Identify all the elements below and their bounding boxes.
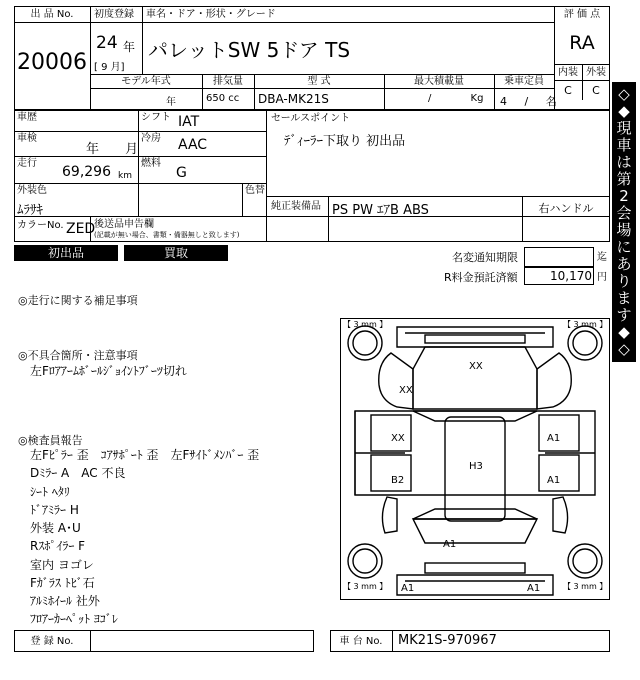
supplement-title: ◎走行に関する補足事項 bbox=[18, 294, 138, 307]
damage-mark-rear-bumper-right: A1 bbox=[527, 583, 541, 594]
inspector-item: ﾄﾞｱﾐﾗｰ H bbox=[30, 503, 79, 517]
equipment: PS PW ｴｱB ABS bbox=[332, 203, 429, 218]
tire-depth-rl: 【 3 mm 】 bbox=[343, 582, 388, 591]
capacity-label: 乗車定員 bbox=[504, 76, 544, 87]
damage-mark-right-front-door: A1 bbox=[547, 433, 561, 444]
chassis-no: MK21S-970967 bbox=[398, 633, 497, 648]
damage-mark-hood: XX bbox=[469, 361, 483, 372]
fuel-label: 燃料 bbox=[141, 158, 161, 169]
damage-mark-roof: H3 bbox=[469, 461, 483, 472]
exterior-color: ﾑﾗｻｷ bbox=[17, 203, 43, 218]
vertical-banner-char: 現 bbox=[616, 119, 632, 137]
inspector-item: ｼｰﾄ ﾍﾀﾘ bbox=[30, 485, 70, 499]
vertical-banner-char: 第 bbox=[616, 170, 632, 188]
vertical-banner-char: り bbox=[616, 272, 632, 290]
name-change-unit: 迄 bbox=[597, 252, 607, 263]
lot-no: 20006 bbox=[17, 50, 87, 75]
color-change-label: 色替 bbox=[245, 185, 265, 196]
damage-mark-trunk: A1 bbox=[443, 539, 457, 550]
first-reg-year: 24 bbox=[96, 33, 118, 53]
chassis-label: 車 台 No. bbox=[339, 636, 383, 647]
first-reg-year-unit: 年 bbox=[123, 40, 136, 54]
name-change-label: 名変通知期限 bbox=[452, 251, 518, 264]
damage-mark-right-rear-door: A1 bbox=[547, 475, 561, 486]
vertical-banner-char: に bbox=[616, 238, 632, 256]
displacement-label: 排気量 bbox=[213, 76, 243, 87]
tire-depth-fl: 【 3 mm 】 bbox=[343, 320, 388, 329]
model-code: DBA-MK21S bbox=[258, 92, 329, 106]
damage-mark-left-rear-door: B2 bbox=[391, 475, 405, 486]
recycle-unit: 円 bbox=[597, 272, 607, 283]
exterior-color-label: 外装色 bbox=[17, 185, 47, 196]
vertical-banner-char: は bbox=[616, 153, 632, 171]
inspector-item: 室内 ヨゴレ bbox=[30, 558, 94, 572]
vertical-banner-char: ◆ bbox=[618, 102, 630, 120]
lot-no-label: 出 品 No. bbox=[30, 9, 74, 20]
equipment-label: 純正装備品 bbox=[271, 201, 321, 212]
reg-no-label: 登 録 No. bbox=[30, 636, 74, 647]
max-load-label: 最大積載量 bbox=[414, 76, 464, 87]
displacement: 650 cc bbox=[206, 93, 240, 104]
inspection: 年 月 bbox=[86, 142, 139, 157]
exterior-grade: C bbox=[592, 84, 600, 97]
shift-label: シフト bbox=[141, 112, 171, 123]
inspector-title: ◎検査員報告 bbox=[18, 434, 83, 447]
interior-label: 内装 bbox=[558, 67, 578, 78]
mileage-label: 走行 bbox=[17, 158, 37, 169]
post-doc-note: (記載が無い場合、書類・備器無しと致します) bbox=[94, 231, 240, 239]
sales-point: ﾃﾞｨｰﾗｰ下取り 初出品 bbox=[284, 134, 406, 149]
damage-mark-rear-bumper-left: A1 bbox=[401, 583, 415, 594]
vertical-banner-char: 車 bbox=[616, 136, 632, 154]
defect-title: ◎不具合箇所・注意事項 bbox=[18, 349, 138, 362]
vertical-banner-char: ◆ bbox=[618, 323, 630, 341]
sales-point-label: セールスポイント bbox=[271, 113, 351, 124]
first-reg-label: 初度登録 bbox=[94, 9, 134, 20]
interior-grade: C bbox=[564, 84, 572, 97]
tire-depth-rr: 【 3 mm 】 bbox=[563, 582, 608, 591]
vertical-banner-char: ま bbox=[616, 289, 632, 307]
first-listing-badge: 初出品 bbox=[14, 245, 118, 261]
name-change-box bbox=[524, 247, 594, 267]
color-no: ZED bbox=[66, 221, 96, 237]
model-code-label: 型 式 bbox=[307, 76, 331, 87]
grade: RA bbox=[569, 32, 595, 54]
exterior-label: 外装 bbox=[586, 67, 606, 78]
damage-mark-left-fender: XX bbox=[399, 385, 413, 396]
purchase-badge: 買取 bbox=[124, 245, 228, 261]
inspector-item: 外装 A･U bbox=[30, 521, 81, 535]
car-name-label: 車名・ドア・形状・グレード bbox=[146, 9, 276, 20]
recycle-label: R料金預託済額 bbox=[444, 271, 518, 284]
recycle-amount: 10,170 bbox=[550, 269, 592, 283]
color-no-label: カラーNo. bbox=[17, 220, 64, 231]
vertical-banner-char: 場 bbox=[616, 221, 632, 239]
history-label: 車歴 bbox=[17, 112, 37, 123]
defect-item: 左Fﾛｱｱｰﾑﾎﾞｰﾙｼﾞｮｲﾝﾄﾌﾞｰﾂ切れ bbox=[30, 364, 187, 378]
model-year-unit: 年 bbox=[166, 97, 176, 108]
model-year-label: モデル年式 bbox=[121, 76, 171, 87]
ac: AAC bbox=[178, 137, 208, 153]
vertical-banner-char: ◇ bbox=[618, 85, 630, 103]
inspector-item: Rｽﾎﾟｲﾗｰ F bbox=[30, 539, 86, 553]
fuel: G bbox=[176, 165, 187, 181]
vertical-banner-char: 会 bbox=[616, 204, 632, 222]
inspector-item: ﾌﾛｱｰｶｰﾍﾟｯﾄ ﾖｺﾞﾚ bbox=[30, 612, 118, 626]
vertical-banner-char: ◇ bbox=[618, 340, 630, 358]
car-diagram bbox=[340, 318, 610, 600]
max-load: / Kg bbox=[428, 93, 484, 104]
vertical-banner-char: す bbox=[616, 306, 632, 324]
damage-mark-left-front-door: XX bbox=[391, 433, 405, 444]
inspector-item: Dﾐﾗｰ A AC 不良 bbox=[30, 466, 126, 480]
vertical-banner-char: 2 bbox=[619, 187, 629, 205]
mileage: 69,296 bbox=[62, 164, 111, 180]
inspector-item: ｱﾙﾐﾎｲｰﾙ 社外 bbox=[30, 594, 100, 608]
tire-depth-fr: 【 3 mm 】 bbox=[563, 320, 608, 329]
shift: IAT bbox=[178, 114, 200, 130]
car-name: パレットSW 5ドア TS bbox=[148, 38, 351, 62]
first-reg-month: [ 9 月] bbox=[94, 62, 125, 73]
inspector-item: 左Fﾋﾟﾗｰ 歪 ｺｱｻﾎﾟｰﾄ 歪 左Fｻｲﾄﾞﾒﾝﾊﾞｰ 歪 bbox=[30, 448, 260, 462]
ac-label: 冷房 bbox=[141, 133, 161, 144]
capacity: 4 / 名 bbox=[500, 95, 557, 108]
steering: 右ハンドル bbox=[538, 202, 594, 215]
inspector-item: Fｶﾞﾗｽ ﾄﾋﾞ石 bbox=[30, 576, 95, 590]
vertical-banner-char: あ bbox=[616, 255, 632, 273]
grade-label: 評 価 点 bbox=[563, 9, 601, 20]
vertical-banner bbox=[612, 82, 636, 362]
inspection-label: 車検 bbox=[17, 133, 37, 144]
post-doc-label: 後送品申告欄 bbox=[94, 219, 154, 230]
mileage-unit: km bbox=[118, 171, 132, 181]
